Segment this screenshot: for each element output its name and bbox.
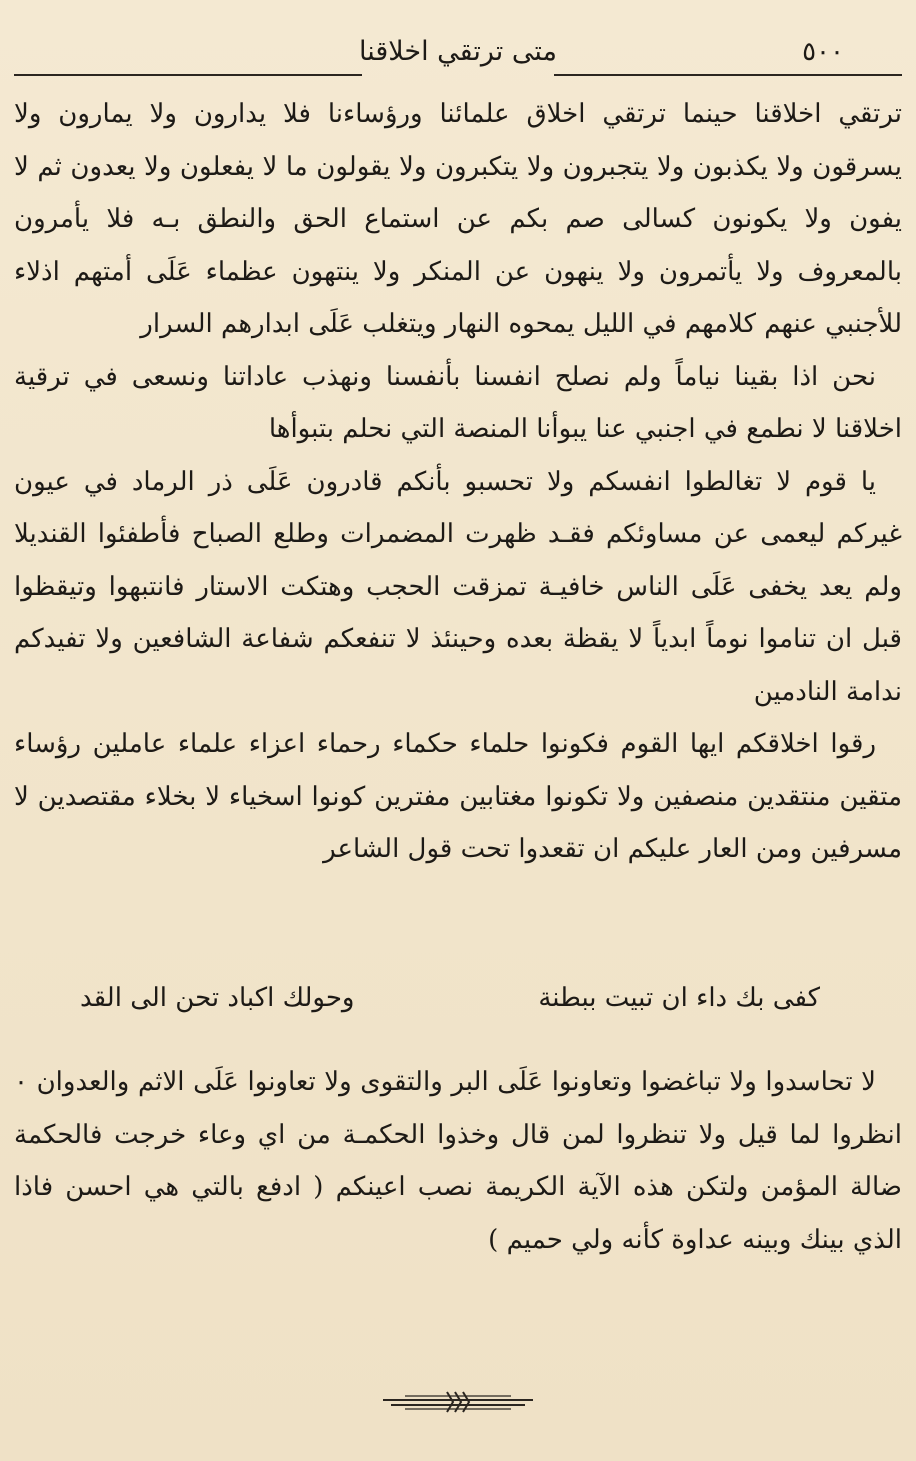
verse-first-hemistich: كفى بك داء ان تبيت ببطنة <box>538 983 820 1013</box>
paragraph-4: رقوا اخلاقكم ايها القوم فكونوا حلماء حكماء رحماء اعزاء علماء عاملين رؤساء متقين منتقدين منصفين ولا تكونوا مغتابين مفترين كونوا اسخياء لا بخلاء مقتصدين لا مسرفين ومن العار عليكم ان تقعدوا تحت قول الشاعر <box>14 729 902 864</box>
running-head <box>14 30 902 82</box>
paragraph-5: لا تحاسدوا ولا تباغضوا وتعاونوا عَلَى البر والتقوى ولا تعاونوا عَلَى الاثم والعدوان ٠ انظروا لما قيل ولا تنظروا لمن قال وخذوا الحكمـة من اي وعاء خرجت فالحكمة ضالة المؤمن ولتكن هذه الآية الكريمة نصب اعينكم ( ادفع بالتي هي احسن فاذا الذي بينك وبينه عداوة كأنه ولي حميم ) <box>14 1067 902 1255</box>
poetry-verse <box>80 972 820 1024</box>
paragraph-3: يا قوم لا تغالطوا انفسكم ولا تحسبو بأنكم قادرون عَلَى ذر الرماد في عيون غيركم ليعمى عن مساوئكم فقـد ظهرت المضمرات وطلع الصباح فأطفئوا القنديلا ولم يعد يخفى عَلَى الناس خافيـة تمزقت الحجب وهتكت الاستار فانتبهوا وتيقظوا قبل ان تناموا نوماً ابدياً لا يقظة بعده وحينئذ لا تنفعكم شفاعة الشافعين ولا تفيدكم ندامة النادمين <box>14 466 902 707</box>
page-title: متى ترتقي اخلاقنا <box>359 36 557 67</box>
verse-second-hemistich: وحولك اكباد تحن الى القد <box>80 983 355 1013</box>
header-rule-right <box>554 74 902 76</box>
header-rule-left <box>14 74 362 76</box>
closing-text <box>14 1056 902 1266</box>
body-text <box>14 88 902 876</box>
tailpiece-ornament <box>383 1388 533 1416</box>
paragraph-2: نحن اذا بقينا نياماً ولم نصلح انفسنا بأنفسنا ونهذب عاداتنا ونسعى في ترقية اخلاقنا لا نطمع في اجنبي عنا يبوأنا المنصة التي نحلم بتبوأها <box>14 361 902 444</box>
paragraph-1: ترتقي اخلاقنا حينما ترتقي اخلاق علمائنا ورؤساءنا فلا يدارون ولا يمارون ولا يسرقون ولا يكذبون ولا يتجبرون ولا يتكبرون ولا يقولون ما لا يفعلون ولا يعدون ثم لا يفون ولا يكونون كسالى صم بكم عن استماع الحق والنطق بـه فلا يأمرون بالمعروف ولا يأتمرون ولا ينهون عن المنكر ولا ينتهون عظماء عَلَى أمتهم اذلاء للأجنبي عنهم كلامهم في الليل يمحوه النهار ويتغلب عَلَى ابدارهم السرار <box>14 99 902 339</box>
page-number: ٥٠٠ <box>802 37 844 67</box>
